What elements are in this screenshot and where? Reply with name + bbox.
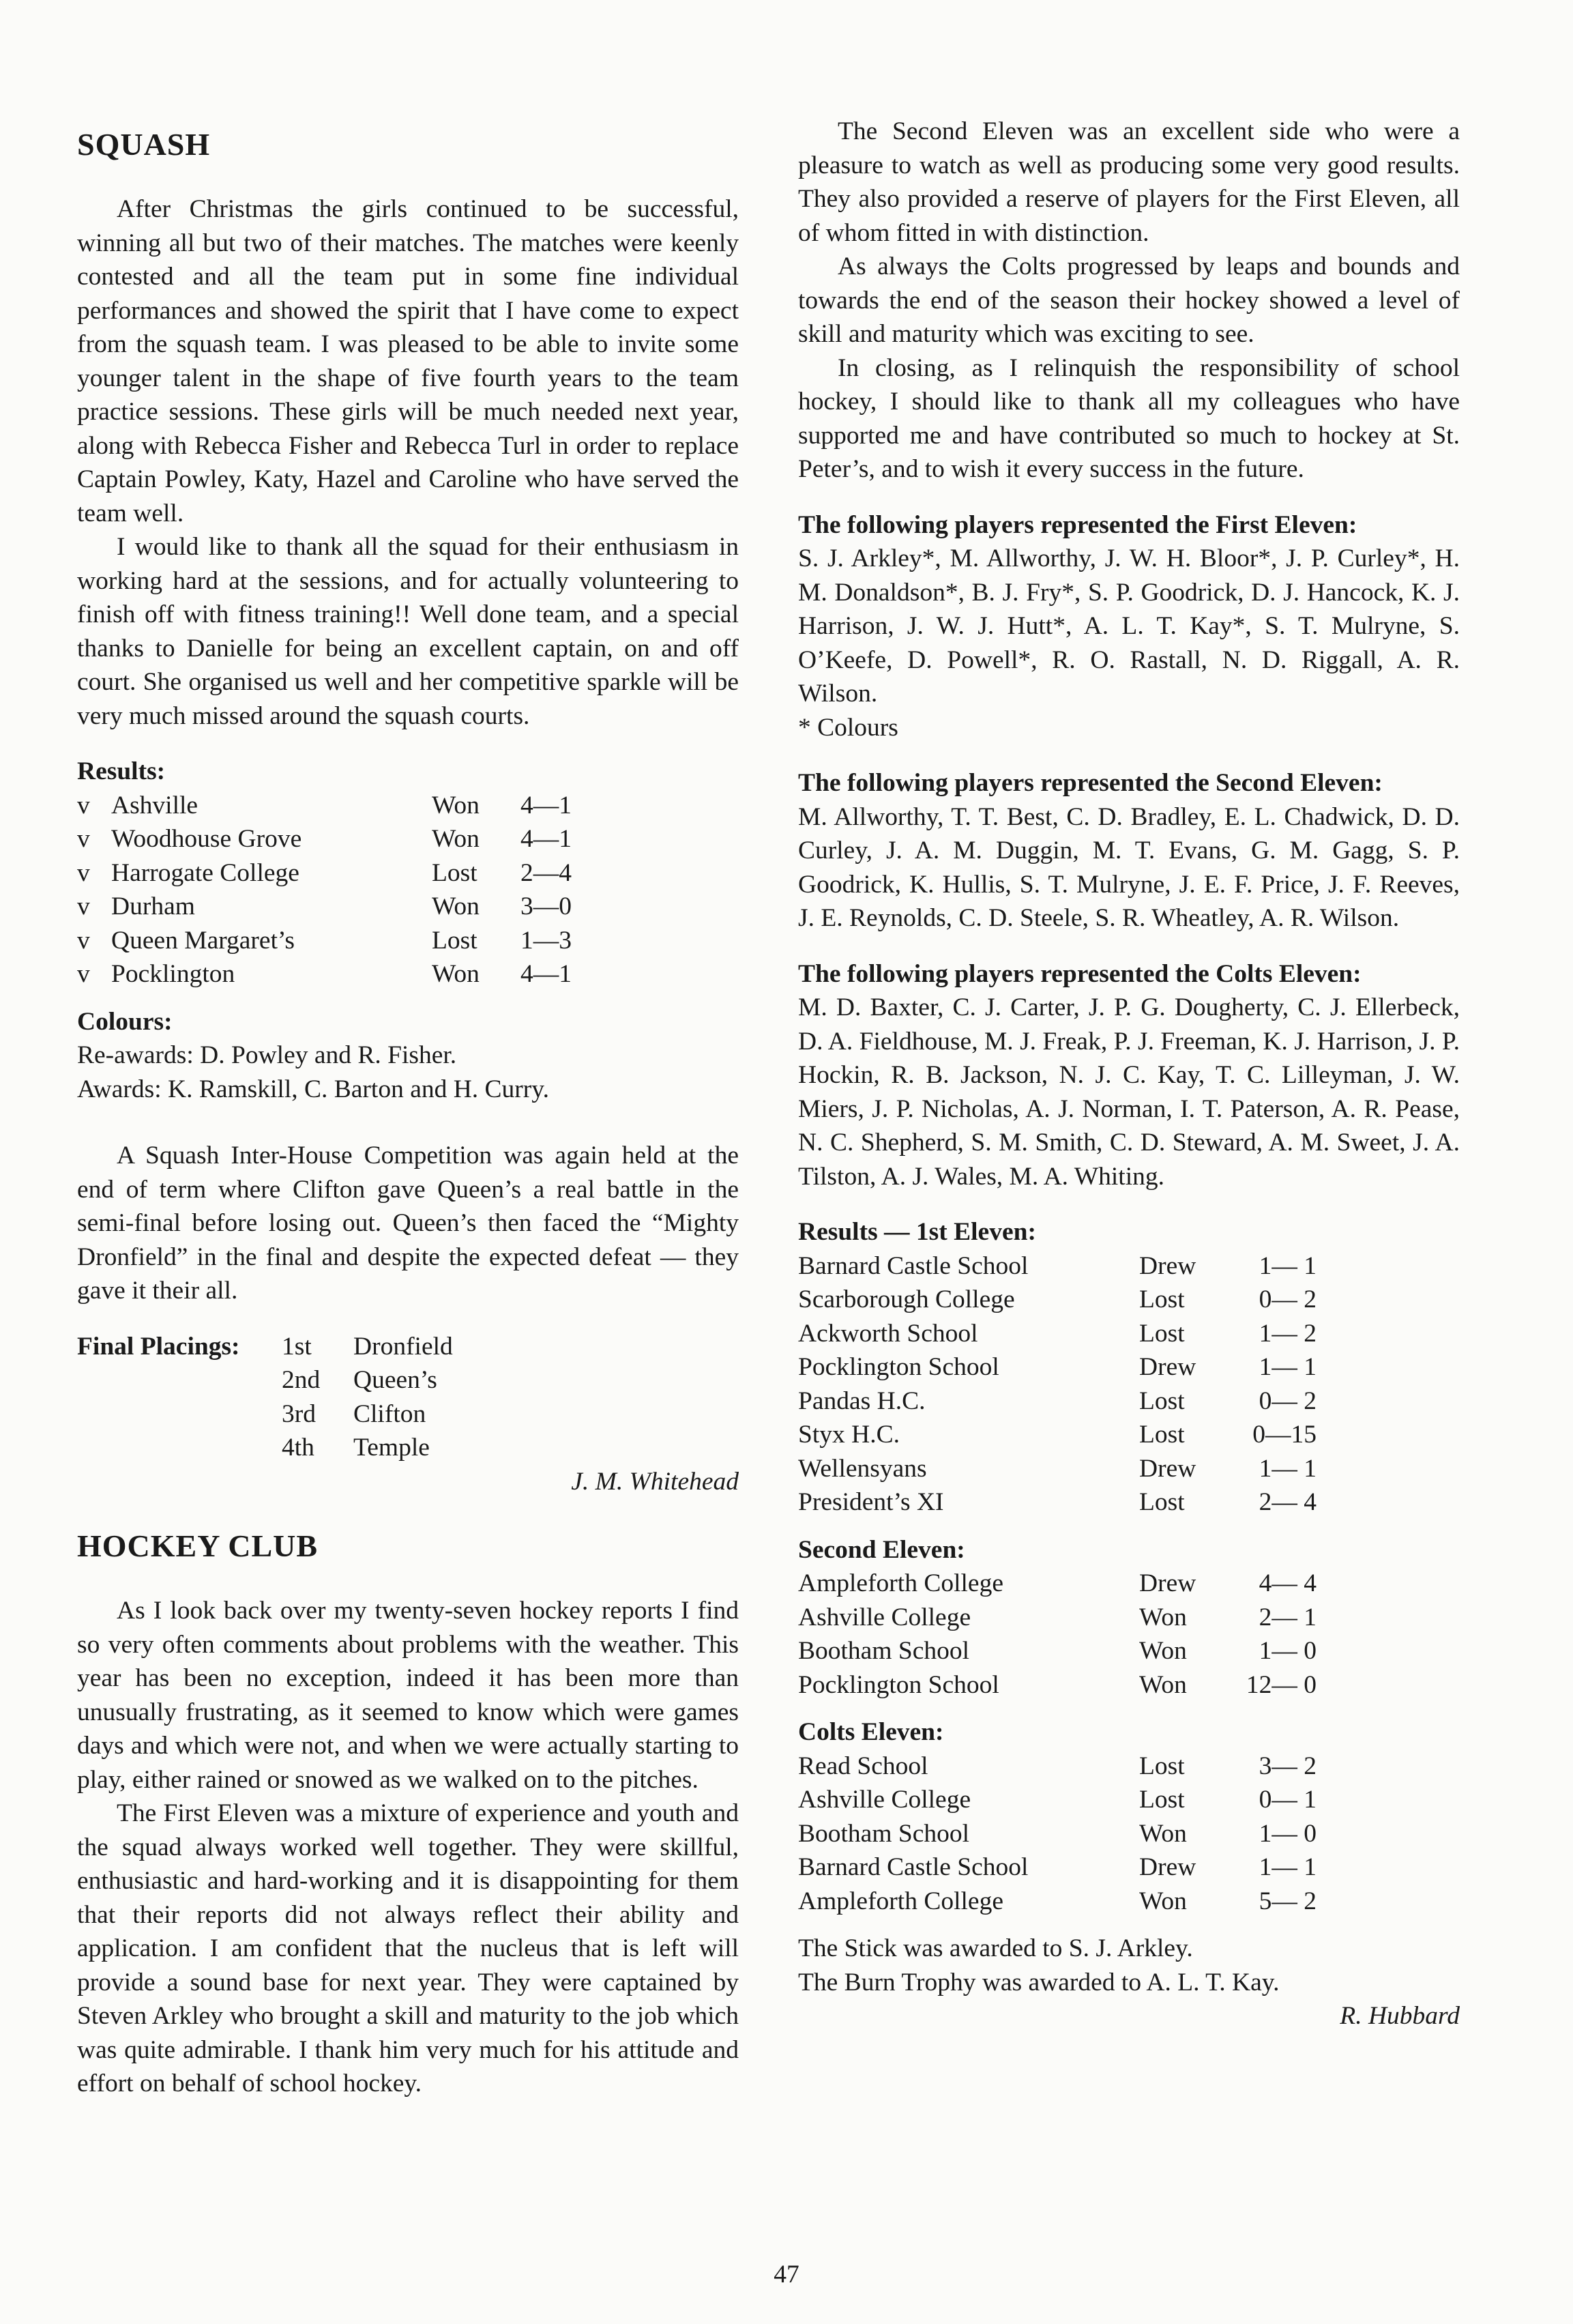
opponent-name: Pandas H.C. [798,1386,926,1415]
match-score: 1— 1 [1259,1251,1317,1280]
match-result: Lost [1139,1752,1185,1780]
squash-results-label: Results: [77,757,166,785]
match-score: 0— 2 [1259,1286,1317,1313]
hockey-paragraph-5: In closing, as I relinquish the responsibility of school hockey, I should like to thank all my colleagues who have supported me and have contributed so much to hockey at St. Peter’s, and to wish it every success in the future. [798,353,1460,483]
hockey-heading: HOCKEY CLUB [77,1528,319,1563]
match-result: Drew [1139,1853,1196,1881]
colts-eleven-results-label: Colts Eleven: [798,1718,944,1746]
hockey-result-row [798,1350,1317,1384]
opponent-name: Ashville [111,791,199,819]
burn-trophy-award: The Burn Trophy was awarded to A. L. T. Kay. [798,1968,1280,1996]
hockey-result-row [798,1418,1317,1452]
squash-result-row [77,822,582,856]
right-column [798,102,1460,2033]
match-result: Won [432,960,480,988]
hockey-paragraph-4: As always the Colts progressed by leaps and bounds and towards the end of the season their hockey showed a level of skill and maturity which was exciting to see. [798,252,1460,348]
match-score: 0— 1 [1259,1786,1317,1814]
match-score: 1— 0 [1259,1637,1317,1665]
opponent-name: Pocklington School [798,1353,999,1381]
placing-position: 1st [282,1332,312,1361]
squash-result-row [77,890,582,924]
squash-heading: SQUASH [77,127,211,162]
match-result: Won [1139,1637,1187,1665]
match-score: 12— 0 [1246,1670,1317,1699]
page-number: 47 [774,2261,799,2289]
opponent-name: Pocklington School [798,1670,999,1699]
opponent-name: Barnard Castle School [798,1251,1029,1280]
hockey-result-row [798,1384,1317,1419]
squash-result-row [77,856,582,890]
stick-award: The Stick was awarded to S. J. Arkley. [798,1934,1193,1962]
second-eleven-heading: The following players represented the Second Eleven: [798,769,1383,797]
versus-label: v [77,926,90,955]
hockey-paragraph-1: As I look back over my twenty-seven hockey reports I find so very often comments about problems with the weather. This year has been no exception, indeed it has been more than unusually frustrating, as it seemed to know which were games days and which were not, and when we were actually starting to play, either rained or snowed as we walked on to the pitches. [77,1597,739,1794]
opponent-name: Harrogate College [111,858,299,887]
placing-position: 4th [282,1434,314,1462]
versus-label: v [77,892,90,920]
match-score: 4—1 [520,791,572,819]
final-placings-table [77,1330,453,1465]
match-score: 1— 1 [1259,1353,1317,1381]
placing-row [77,1363,453,1397]
hockey-result-row [798,1283,1317,1317]
placing-house: Temple [353,1434,430,1462]
hockey-result-row [798,1783,1317,1817]
squash-reawards: Re-awards: D. Powley and R. Fisher. [77,1041,457,1069]
match-score: 3— 2 [1259,1752,1317,1780]
match-result: Won [1139,1887,1187,1915]
opponent-name: Scarborough College [798,1286,1015,1313]
match-score: 1— 2 [1259,1319,1317,1348]
hockey-result-row [798,1668,1317,1702]
first-eleven-players: S. J. Arkley*, M. Allworthy, J. W. H. Bloor*, J. P. Curley*, H. M. Donaldson*, B. J. Fry*, S. P. Goodrick, D. J. Hancock, K. J. Harrison, J. W. J. Hutt*, A. L. T. Kay*, S. T. Mulryne, S. O’Keefe, D. Powell*, R. O. Rastall, N. D. Riggall, A. R. Wilson. [798,544,1460,708]
match-result: Lost [1139,1488,1185,1516]
hockey-result-row [798,1817,1317,1851]
match-score: 1— 1 [1259,1454,1317,1483]
second-eleven-results-table [798,1567,1317,1702]
hockey-result-row [798,1452,1317,1486]
match-score: 0—15 [1252,1421,1317,1449]
opponent-name: Bootham School [798,1637,970,1665]
match-result: Won [432,791,480,819]
hockey-result-row [798,1885,1317,1919]
opponent-name: Wellensyans [798,1454,927,1483]
second-eleven-players: M. Allworthy, T. T. Best, C. D. Bradley, E. L. Chadwick, D. D. Curley, J. A. M. Duggin, M. T. Evans, G. M. Gagg, S. P. Goodrick, K. Hullis, S. T. Mulryne, J. E. F. Price, J. F. Reeves, J. E. Reynolds, C. D. Steele, S. R. Wheatley, A. R. Wilson. [798,802,1460,932]
match-score: 4— 4 [1259,1569,1317,1597]
opponent-name: Ackworth School [798,1319,978,1348]
placing-position: 2nd [282,1366,321,1394]
left-column [77,102,739,2101]
match-score: 1—3 [520,926,572,955]
match-score: 4—1 [520,825,572,853]
hockey-result-row [798,1249,1317,1283]
hockey-result-row [798,1850,1317,1885]
opponent-name: President’s XI [798,1488,944,1516]
versus-label: v [77,791,90,819]
placings-label [77,1397,282,1432]
opponent-name: Durham [111,892,195,920]
colts-eleven-results-table [798,1749,1317,1919]
colts-eleven-heading: The following players represented the Colts Eleven: [798,959,1362,988]
match-result: Lost [432,926,477,955]
match-result: Won [1139,1819,1187,1848]
hockey-result-row [798,1485,1317,1520]
hockey-result-row [798,1749,1317,1784]
match-score: 1— 1 [1259,1853,1317,1881]
match-score: 3—0 [520,892,572,920]
placings-label: Final Placings: [77,1332,240,1361]
versus-label: v [77,858,90,887]
squash-results-table [77,789,582,991]
match-result: Drew [1139,1569,1196,1597]
match-result: Lost [1139,1421,1185,1449]
match-result: Won [432,892,480,920]
match-result: Drew [1139,1454,1196,1483]
placings-label [77,1363,282,1397]
opponent-name: Barnard Castle School [798,1853,1029,1881]
opponent-name: Woodhouse Grove [111,825,302,853]
hockey-signature: R. Hubbard [1340,2002,1460,2030]
placing-house: Clifton [353,1399,426,1428]
squash-awards: Awards: K. Ramskill, C. Barton and H. Curry. [77,1075,549,1103]
versus-label: v [77,960,90,988]
match-score: 2— 1 [1259,1603,1317,1631]
match-result: Lost [1139,1286,1185,1313]
match-result: Won [1139,1603,1187,1631]
squash-result-row [77,924,582,958]
squash-paragraph-3: A Squash Inter-House Competition was again held at the end of term where Clifton gave Queen’s a real battle in the semi-final before losing out. Queen’s then faced the “Mighty Dronfield” in the final and despite the expected defeat — they gave it their all. [77,1142,739,1305]
hockey-result-row [798,1634,1317,1668]
opponent-name: Bootham School [798,1819,970,1848]
match-result: Lost [432,858,477,887]
squash-result-row [77,789,582,823]
opponent-name: Ampleforth College [798,1569,1003,1597]
squash-result-row [77,957,582,991]
first-eleven-results-table [798,1249,1317,1520]
match-result: Drew [1139,1251,1196,1280]
match-score: 2— 4 [1259,1488,1317,1516]
squash-paragraph-2: I would like to thank all the squad for their enthusiasm in working hard at the sessions, and for actually volunteering to finish off with fitness training!! Well done team, and a special thanks to Danielle for being an excellent captain, on and off court. She organised us well and her competitive sparkle will be very much missed around the squash courts. [77,533,739,730]
match-result: Lost [1139,1786,1185,1814]
match-result: Drew [1139,1353,1196,1381]
colours-note: * Colours [798,713,898,742]
versus-label: v [77,825,90,853]
match-result: Lost [1139,1319,1185,1348]
opponent-name: Pocklington [111,960,235,988]
colts-eleven-players: M. D. Baxter, C. J. Carter, J. P. G. Dougherty, C. J. Ellerbeck, D. A. Fieldhouse, M. J. Freak, P. J. Freeman, K. J. Harrison, J. P. Hockin, R. B. Jackson, N. J. C. Kay, T. C. Lilleyman, J. W. Miers, J. P. Nicholas, A. J. Norman, I. T. Paterson, A. R. Pease, N. C. Shepherd, S. M. Smith, C. D. Steward, A. M. Sweet, J. A. Tilston, A. J. Wales, M. A. Whiting. [798,993,1460,1191]
squash-colours-label: Colours: [77,1007,173,1036]
placing-position: 3rd [282,1399,316,1428]
placing-row [77,1431,453,1465]
second-eleven-results-label: Second Eleven: [798,1535,965,1564]
match-result: Lost [1139,1386,1185,1415]
match-score: 4—1 [520,960,572,988]
opponent-name: Read School [798,1752,928,1780]
hockey-result-row [798,1601,1317,1635]
match-result: Won [432,825,480,853]
placings-label [77,1431,282,1465]
squash-signature: J. M. Whitehead [571,1467,739,1496]
placing-house: Queen’s [353,1366,437,1394]
placing-row [77,1397,453,1432]
opponent-name: Queen Margaret’s [111,926,295,955]
placing-house: Dronfield [353,1332,453,1361]
hockey-paragraph-3: The Second Eleven was an excellent side who were a pleasure to watch as well as producing some very good results. They also provided a reserve of players for the First Eleven, all of whom fitted in with distinction. [798,117,1460,247]
opponent-name: Ashville College [798,1786,971,1814]
hockey-result-row [798,1567,1317,1601]
opponent-name: Ashville College [798,1603,971,1631]
match-score: 5— 2 [1259,1887,1317,1915]
first-eleven-heading: The following players represented the First Eleven: [798,510,1357,539]
hockey-paragraph-2: The First Eleven was a mixture of experience and youth and the squad always worked well together. They were skillful, enthusiastic and hard-working and it is disappointing for them that their reports did not always reflect their ability and application. I am confident that the nucleus that is left will provide a sound base for next year. They were captained by Steven Arkley who brought a skill and maturity to the job which was quite admirable. I thank him very much for his attitude and effort on behalf of school hockey. [77,1799,739,2097]
match-score: 0— 2 [1259,1386,1317,1415]
placing-row [77,1330,453,1364]
match-score: 1— 0 [1259,1819,1317,1848]
hockey-result-row [798,1317,1317,1351]
opponent-name: Styx H.C. [798,1421,900,1449]
squash-paragraph-1: After Christmas the girls continued to be successful, winning all but two of their matches. The matches were keenly contested and all the team put in some fine individual performances and showed the spirit that I have come to expect from the squash team. I was pleased to be able to invite some younger talent in the shape of five fourth years to the team practice sessions. These girls will be much needed next year, along with Rebecca Fisher and Rebecca Turl in order to replace Captain Powley, Katy, Hazel and Caroline who have served the team well. [77,195,739,527]
match-result: Won [1139,1670,1187,1699]
opponent-name: Ampleforth College [798,1887,1003,1915]
first-eleven-results-label: Results — 1st Eleven: [798,1218,1036,1246]
match-score: 2—4 [520,858,572,887]
